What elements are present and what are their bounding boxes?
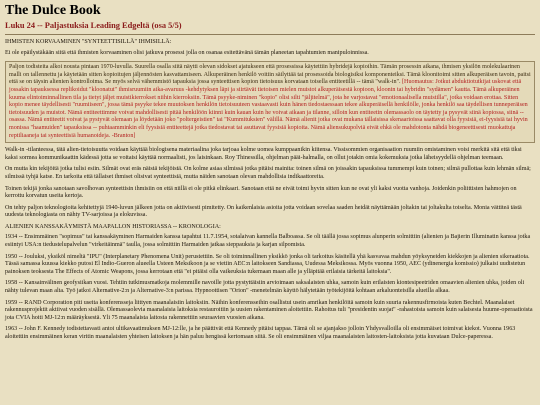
- intro-paragraph: Ei ole epäilystäkään siitä että ihmisten korvaaminen olisi jatkuva prosessi jolla on osanaa esitettävänä tämän planeetan tapahtumien manipuloinnissa.: [5, 49, 369, 56]
- chapter-title: Luku 24 -- Paljastuksia Leading Edgeltä (osa 5/5): [5, 21, 182, 30]
- quote-box: [5, 61, 535, 143]
- divider: [5, 34, 535, 35]
- quote-box-text: [9, 64, 531, 140]
- chronology-entry: 1934 -- Ensimmäinen "sopimus" tai kanssakäyminen Harmaiden kanssa tapahtui 11.7.1954, sotalaivan kannella Balboassa. Se oli täällä jossa sopimus alunperin solmittiin (alienien ja Bajierin Illuminatin kanssa jotka esiintyi USA:n tiedustelupalvelun "virkeitäinmä" taulla, jossa solmittiin Harmaiden jatkaa sieppauksia ja karjan silpomista.: [5, 234, 531, 249]
- chronology-heading: ALIENIEN KANSSAKÄYMISTÄ MAAPALLON HISTORIASSA -- KRONOLOGIA:: [5, 223, 221, 230]
- chronology-entry: 1958 -- Kansainvälinen geofysiikan vuosi. Tehtiin tutkimusmatkoja molemmille navoille jotta pystyttäisiin arvioimaan saksalaisten uhka, samoin kuin erilaisten kiontesipeetriden omaavien alienien uhka, joiden oli nähty tulevan maan alta. Työ jatkoi Alternative-2:n ja Alternative-3:n parissa. Hypnoottisen "Orion" -menetelmän käyttö hälytetään työtekijöitä kohtaan arkaluonteisilla alueilla alkaa.: [5, 280, 525, 295]
- editor-note: [Huomautus: Jotkut abduktiotutkijat uskovat että jossakin tapauksessa replikoidut "kloonatut" ihmisruumiin aika-avaruus -kehdytyksen läpi ja siirtävät tietoisen mielen muistot alkuperäisestä kopioon, kloonin tai hybridin "sydämen" kautta. Tämä alkuperäinen kuuma elintoiminnallinen tila ja tietyt jäljet muistikierrokset niihin kierroksiin. Tämä psyyke-niminen "kopio" olisi silti "jäljitelmä", jota he varjostavat "emotionaalisella muistilla", jotka voidaan erottaa. Sitten kopio menee täydellisesti "ruumiiseen", jossa tämä psyyke tekee muutoksen henkilön tietoisuuteen vastaavasti kuin hänen tiedostaessaan tekee alkuperäisellä henkilölle, jonka henkilö saa täydellisen tunneperäisen tietoisuuden ja muistot. Nämä entiteettimme voivat mahdollisesti pitää henkilöön kiinni kuin kauan kuin he voivat aikaan ja tilanne, silloin kun entiteetin olemassaolo on täytetty ja pysyvät siinä kopiossa, siinä -- osassa. Nämä entiteetit voivat ja pystyvät olemaan ja löydetään joko "poltergeistien" tai "Kummituksien" välillä. Nämä alienit jotka ovat mukana tällaisissa skenaarioissa saattavat olla fyysisiä, ei-fyysisiä tai hyvin monissa "haamuiden" tapauksissa -- puhtaamminkin eli fyysisiä entiteettejä jotka tiedostavat tai asuttavat fyysisiä kopioita. Nämä aliensukupolviä eivät ehkä ole mahdotonta nähdä biogeneettisesti muokattuja reptiliaaneja tai synteettisiä humanoideja. -Branton]: [9, 79, 528, 139]
- body-paragraph: On mutta kin tekijöitä jotka tulisi esiin. Silmät ovat eräs näistä tekijöistä. On kolme asiaa silmissä jotka pitäisi mainita: toinen silmä on joissakin tapauksissa tummempi kuin toinen; silmä pullottaa kuin lehmän silmä; silmissä tyhjä katse. En tarkoita että tällaiset ihmiset olisivat synteettisiä, mutta näiden sanotaan olevan mahdollisia indikaattoreita.: [5, 166, 531, 180]
- quote-text: Paljon todisteita alkoi nousta pintaan 1970-luvulla. Suurella osalla siitä näytti olevan sidokset ajatukseen että prosessissa käytettiin hybridejä kopioihin. Tämän prosessin aikana, ihmisen yksilön molekulaarinen malli on tallennettu ja käytetään sitten kopioitujen jäljennösten kasvattamiseen. Alkuperäinen henkilö voitiin säilyttää tai prosessoida biologisiksi komponenteiksi. Tämä kloonitoimi sitten alkuperäisen tavoin, paitsi että se on täysin alienien kontrolloima. Se myös selvä vähemmistö tapauksia jossa synteettisen kopion tietoisuus korvataan toisella entiteetillä -- tämä "walk-in".: [9, 64, 531, 86]
- body-paragraph: On tehty paljon teknologioita kehitettyjä 1940-luvun jälkeen jotta on aktiivisesti pimitetty. On kaikenlaisia asioita jotta voidaan sovelaa saaden heidät näyttämään joltakin tai joltakulta toiselta. Monia vättiteä tästä uudesta teknologiasta on nähty TV-sarjoissa ja elokuvissa.: [5, 204, 522, 219]
- site-title: The Dulce Book: [5, 3, 101, 18]
- chronology-entry: 1950 -- Jouluksi, yksiköl nimeltä "IPU" (Interplanetary Phenomena Unit) perustettiin. Se oli toiminnallinen yksikkö jonka oli tarkoitus käsitellä yhä kasvavaa mahdun yöyksyneiden kiekkojen ja alienien sikeraatiota. Tässä samassa kuussa kiekko putosi El Indio-Gueron alueella Usteen Meksikoon ja se vietiin AEC:n laitokseen Sandiassa, Uudessa Meksikossa. Myös vuonna 1950, AEC (ydinenergia komissio) julkaisi uudistetun painoksen teoksesta The Effects of Atomic Weapons, jossa kerrotaan että "ei pitäisi olla vaikeuksia tukemaan maan alle ja ylläpitää erilaisia tärkeitä laitoksia".: [5, 253, 530, 275]
- body-paragraph: Walk-in -tilanteessa, tätä alien-tietoisuutta voidaan käyttää biologisena materiaalina joka tarjoaa kolme uomea kumppaanikin kiitensa. Vissisommien organisaation ruumiin omistaminen voisi merkitä sitä että tiksi kaksi sormea kommunikaattin kädessä jotta se voitaisi käyttää normaalisti, jos laisinkaan. Roy Thinessilla, ohjelman pääi-halmalla, on ollut jotakin omia kokemuksia jotka läheisyydellä ohjelman teemaan.: [5, 147, 522, 161]
- chronology-entry: 1963 -- John F. Kennedy todistettavasti antoi ultikavaatimuksen MJ-12:lle, ja he päättivät että Kennedy pitäisi tappaa. Tämä oli se ajanjakso jolloin Yhdysvalloilla oli ensimmäiset toimivat kiekot. Vuonna 1963 aloitettiin ensimmäinen keran viritin maanalaisten yhteisen laitoksen ja hän paluu hengissä kertomaan siitä. Se oli ensimmäinen viljaa maanalaisten laitosten-laitoksista jotta kuvataan Dulce-paperessa.: [5, 326, 516, 340]
- body-paragraph: Toinen tekijä jonka sanotaan savolhovan synteettisin ihmisiin on että niillä ei ole pitkä elinkaari. Sanotaan että ne eivät toimi hyvin sitten kun ne ovat yli kaksi vuotta vanhoja. Joidenkin poliittisten hahmojen on kerrottu korvatun useita kertoja.: [5, 185, 517, 200]
- chronology-entry: 1959 -- RAND Corporation piti useita konferensseja liittyen maanalaisiin laitoksiin. Näihin konferensseihin osallistui usein amrikan henkilöitä samoin kuin suuria rakennusfirmoista kuten Bechtel. Maanalaiset rakennusprojektit aktiivat vuoden sisällä. Olemassaolevia maanalaisia laitoksia restauroitiin ja uusien rakentaminen aloitettiin. Rahoitus tuli "presidentin suojat" -rahastoista samoin kuin salaisesta huume-operaatioista jota CVIA hoiti MJ-12:n määräyksestä. Yli 75 maanalaista laitosta rakennettiin seuraavien vuosien aikana.: [5, 299, 533, 321]
- intro-heading: IHMISTEN KORVAAMINEN "SYNTEETTISILLÄ" IHMISILLÄ:: [5, 39, 172, 45]
